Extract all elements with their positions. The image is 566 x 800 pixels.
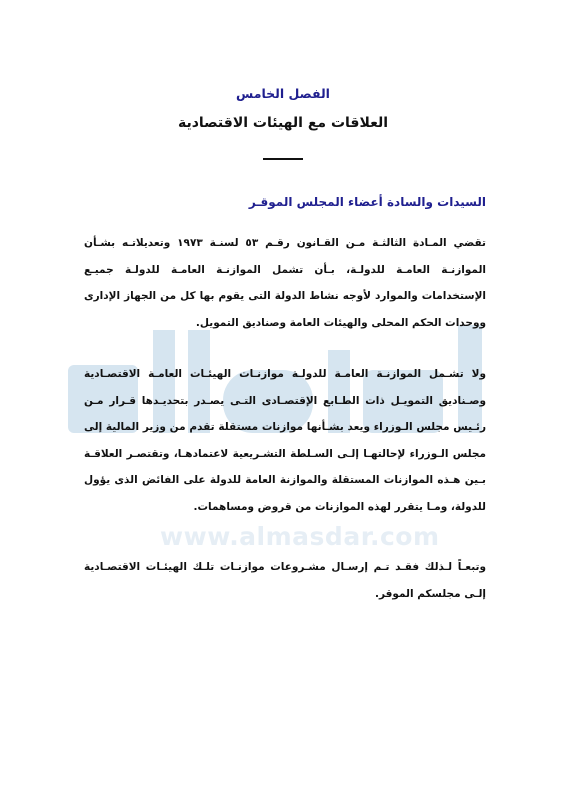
paragraph-3: وتبعـاً لـذلك فقـد تـم إرسـال مشـروعات موازنـات تلـك الهيئـات الاقتصـادية إلـى مجلسكم الموقر. <box>84 561 486 600</box>
chapter-title: العلاقات مع الهيئات الاقتصادية <box>177 115 389 131</box>
salutation: السيدات والسادة أعضاء المجلس الموقـر <box>248 195 486 209</box>
paragraph-2: ولا تشـمل الموازنـة العامـة للدولـة موازنـات الهيئـات العامـة الاقتصـادية وصـناديق التمويـل ذات الطـابع الإقتصـادى التـى يصـدر بتحديـدها قـرار مـن رئـيس مجلس الـوزراء ويعد بشـأنها موازنات مستقلة تقدم من وزير المالية إلى مجلس الـوزراء لإحالتهـا إلـى السـلطة التشـريعية لاعتمادهـا، وتقتصـر العلاقـة بـين هـذه الموازنات المستقلة والموازنة العامة للدولة على الفائض الذى يؤول للدولة، ومـا يتقرر لهذه الموازنات من قروض ومساهمات. <box>84 368 486 513</box>
title-divider <box>263 158 303 160</box>
paragraph-1: تقضي المـادة الثالثـة مـن القـانون رقـم ٥٣ لسنـة ١٩٧٣ وتعديلاتـه بشـأن الموازنـة العامـة للدولـة، بـأن تشمل الموازنـة العامـة للدولـة جميـع الإستخدامات والموارد لأوجه نشاط الدولة التى يقوم بها كل من الجهاز الإدارى ووحدات الحكم المحلى والهيئات العامة وصناديق التمويل. <box>84 237 486 329</box>
watermark-url: www.almasdar.com <box>160 522 440 551</box>
chapter-label: الفصل الخامس <box>236 86 330 101</box>
